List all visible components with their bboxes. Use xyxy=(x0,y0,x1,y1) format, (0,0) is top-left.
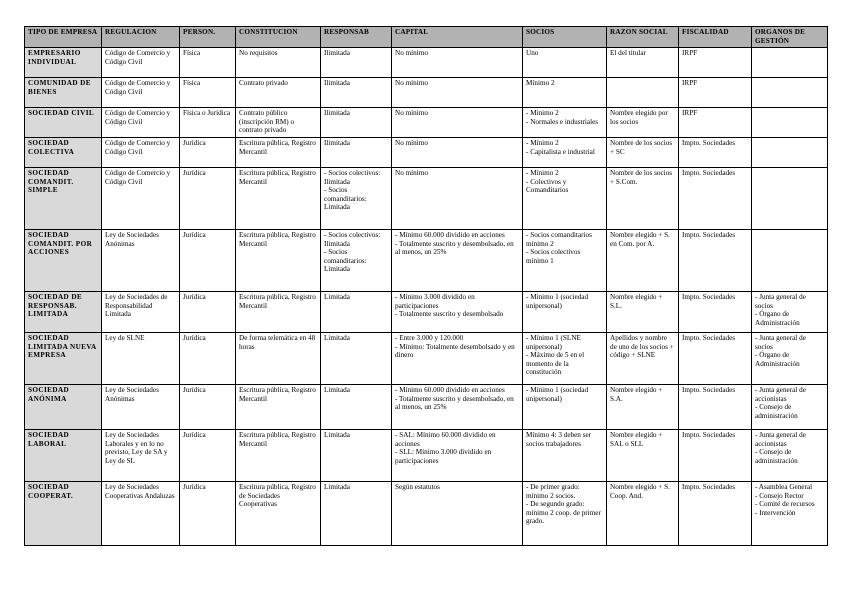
header-responsab: RESPONSAB xyxy=(321,27,392,48)
cell-line: No mínimo xyxy=(395,79,428,87)
cell-line: Limitada xyxy=(324,431,350,439)
cell-tipo xyxy=(25,78,102,108)
cell-line: - Socios colectivos mínimo 1 xyxy=(526,248,581,265)
cell-line: Impto. Sociedades xyxy=(682,334,736,342)
cell-line: - Colectivos y Comanditarios xyxy=(526,177,569,195)
cell-line: Limitada xyxy=(324,483,350,491)
cell-tipo xyxy=(25,168,102,230)
cell-regulacion xyxy=(102,430,180,482)
table-row xyxy=(25,385,828,430)
cell-organos xyxy=(752,333,828,385)
cell-regulacion xyxy=(102,108,180,138)
cell-line: Según estatutos xyxy=(395,483,440,491)
cell-line: Apellidos y nombre de uno de los socios + código + SLNE xyxy=(610,334,674,360)
cell-line: Nombre elegido + SAL o SLL xyxy=(610,431,663,448)
cell-razon xyxy=(607,168,679,230)
table-row xyxy=(25,292,828,333)
cell-line: - Máximo de 5 en el momento de la constitución xyxy=(526,351,585,377)
cell-line: Impto. Sociedades xyxy=(682,293,736,301)
cell-capital xyxy=(392,48,523,78)
cell-organos xyxy=(752,108,828,138)
cell-regulacion xyxy=(102,385,180,430)
cell-line: - Junta general de socios xyxy=(755,293,806,310)
cell-line: Escritura pública, Registro Mercantil xyxy=(239,231,316,248)
cell-line: Escritura pública, Registro Mercantil xyxy=(239,169,316,186)
cell-fiscalidad xyxy=(679,292,752,333)
cell-line: Ley de Sociedades Cooperativas Andaluzas xyxy=(105,483,175,500)
cell-constitucion xyxy=(236,385,321,430)
cell-line: Física o Jurídica xyxy=(183,109,231,117)
table-row xyxy=(25,482,828,546)
cell-razon xyxy=(607,230,679,292)
cell-person xyxy=(180,385,236,430)
cell-line: - Mínimo 1 (sociedad unipersonal) xyxy=(526,293,589,310)
cell-fiscalidad xyxy=(679,48,752,78)
cell-line: Impto. Sociedades xyxy=(682,169,736,177)
cell-razon xyxy=(607,482,679,546)
cell-responsab xyxy=(321,230,392,292)
cell-regulacion xyxy=(102,78,180,108)
cell-person xyxy=(180,48,236,78)
cell-line: Ley de Sociedades Anónimas xyxy=(105,386,159,403)
cell-line: Escritura pública, Registro Mercantil xyxy=(239,139,316,156)
cell-line: Nombre elegido + S.A. xyxy=(610,386,663,403)
cell-line: - Comité de recursos xyxy=(755,500,815,509)
cell-constitucion xyxy=(236,138,321,168)
cell-tipo xyxy=(25,292,102,333)
cell-line: Jurídica xyxy=(183,293,206,301)
cell-line: - Totalmente suscrito y desembolsado xyxy=(395,310,504,319)
table-row xyxy=(25,138,828,168)
cell-line: Física xyxy=(183,49,201,57)
cell-line: - Socios comanditarios mínimo 2 xyxy=(526,231,592,248)
cell-capital xyxy=(392,78,523,108)
cell-line: Ley de Sociedades Laborales y en lo no previsto, Ley de SA y Ley de SL xyxy=(105,431,168,465)
cell-constitucion xyxy=(236,108,321,138)
cell-capital xyxy=(392,482,523,546)
cell-razon xyxy=(607,108,679,138)
cell-line: - Mínimo 1 (sociedad unipersonal) xyxy=(526,386,589,403)
cell-capital xyxy=(392,230,523,292)
table-row xyxy=(25,230,828,292)
cell-line: Nombre elegido por los socios xyxy=(610,109,668,126)
header-razon-social: RAZON SOCIAL xyxy=(607,27,679,48)
cell-tipo xyxy=(25,48,102,78)
cell-capital xyxy=(392,108,523,138)
cell-line: No requisitos xyxy=(239,49,278,57)
cell-responsab xyxy=(321,292,392,333)
header-socios: SOCIOS xyxy=(523,27,607,48)
cell-fiscalidad xyxy=(679,230,752,292)
cell-person xyxy=(180,333,236,385)
cell-tipo xyxy=(25,430,102,482)
cell-line: Ley de Sociedades Anónimas xyxy=(105,231,159,248)
cell-line: - De segundo grado: mínimo 2 coop. de primer grado. xyxy=(526,500,601,526)
cell-line: Impto. Sociedades xyxy=(682,231,736,239)
cell-responsab xyxy=(321,333,392,385)
cell-line: - Normales e industriales xyxy=(526,117,599,126)
cell-line: - Junta general de accionistas xyxy=(755,431,806,448)
cell-socios xyxy=(523,482,607,546)
cell-line: EMPRESARIO INDIVIDUAL xyxy=(28,49,81,66)
cell-capital xyxy=(392,385,523,430)
cell-fiscalidad xyxy=(679,385,752,430)
cell-constitucion xyxy=(236,333,321,385)
cell-line: Limitada xyxy=(324,293,350,301)
cell-line: Nombre de los socios + S.Com. xyxy=(610,169,673,186)
header-row xyxy=(25,27,828,48)
cell-line: - Mínimo 60.000 dividido en acciones xyxy=(395,386,505,394)
cell-line: - Totalmente suscrito y desembolsado, en al menos, un 25% xyxy=(395,394,514,412)
cell-line: SOCIEDAD LIMITADA NUEVA EMPRESA xyxy=(28,334,97,360)
cell-line: Escritura pública, Registro Mercantil xyxy=(239,431,316,448)
cell-line: - Junta general de accionistas xyxy=(755,386,806,403)
cell-line: - Intervención xyxy=(755,508,796,517)
cell-constitucion xyxy=(236,430,321,482)
cell-line: Jurídica xyxy=(183,231,206,239)
cell-line: Código de Comercio y Código Civil xyxy=(105,169,171,186)
cell-socios xyxy=(523,430,607,482)
company-types-table xyxy=(24,26,828,546)
cell-razon xyxy=(607,78,679,108)
cell-razon xyxy=(607,292,679,333)
cell-line: - SLL: Mínimo 3.000 dividido en participaciones xyxy=(395,448,492,465)
cell-line: Impto. Sociedades xyxy=(682,386,736,394)
cell-line: Física xyxy=(183,79,201,87)
cell-capital xyxy=(392,168,523,230)
cell-organos xyxy=(752,482,828,546)
cell-tipo xyxy=(25,385,102,430)
cell-person xyxy=(180,230,236,292)
cell-line: Escritura pública, Registro Mercantil xyxy=(239,293,316,310)
cell-line: - Consejo de administración xyxy=(755,448,798,465)
cell-line: Nombre de los socios + SC xyxy=(610,139,673,156)
cell-responsab xyxy=(321,138,392,168)
cell-line: Uno xyxy=(526,49,539,57)
cell-constitucion xyxy=(236,78,321,108)
table-row xyxy=(25,168,828,230)
cell-line: COMUNIDAD DE BIENES xyxy=(28,79,91,96)
cell-line: - Consejo de administración xyxy=(755,403,798,420)
header-regulacion: REGULACION xyxy=(102,27,180,48)
cell-fiscalidad xyxy=(679,108,752,138)
cell-capital xyxy=(392,138,523,168)
cell-constitucion xyxy=(236,292,321,333)
header-person: PERSON. xyxy=(180,27,236,48)
cell-line: Escritura pública, Registro de Sociedades Cooperativas xyxy=(239,483,316,509)
cell-person xyxy=(180,482,236,546)
cell-person xyxy=(180,138,236,168)
cell-person xyxy=(180,430,236,482)
cell-organos xyxy=(752,168,828,230)
cell-line: IRPF xyxy=(682,109,698,117)
cell-line: - De primer grado: mínimo 2 socios. xyxy=(526,483,580,500)
cell-fiscalidad xyxy=(679,430,752,482)
cell-line: Jurídica xyxy=(183,334,206,342)
cell-regulacion xyxy=(102,138,180,168)
cell-line: - Órgano de Administración xyxy=(755,310,800,327)
cell-regulacion xyxy=(102,48,180,78)
cell-constitucion xyxy=(236,48,321,78)
cell-line: No mínimo xyxy=(395,169,428,177)
cell-constitucion xyxy=(236,230,321,292)
table-row xyxy=(25,78,828,108)
cell-razon xyxy=(607,48,679,78)
cell-tipo xyxy=(25,482,102,546)
cell-socios xyxy=(523,333,607,385)
header-capital: CAPITAL xyxy=(392,27,523,48)
cell-responsab xyxy=(321,48,392,78)
cell-capital xyxy=(392,333,523,385)
cell-line: Ley de Sociedades de Responsabilidad Limitada xyxy=(105,293,168,319)
cell-fiscalidad xyxy=(679,333,752,385)
cell-line: Ilimitada xyxy=(324,109,350,117)
cell-line: Contrato privado xyxy=(239,79,288,87)
cell-razon xyxy=(607,385,679,430)
cell-socios xyxy=(523,385,607,430)
cell-capital xyxy=(392,292,523,333)
cell-line: Nombre elegido + S.L. xyxy=(610,293,663,310)
cell-responsab xyxy=(321,108,392,138)
cell-line: No mínimo xyxy=(395,109,428,117)
cell-line: SOCIEDAD DE RESPONSAB. LIMITADA xyxy=(28,293,83,319)
cell-organos xyxy=(752,385,828,430)
cell-socios xyxy=(523,78,607,108)
cell-regulacion xyxy=(102,168,180,230)
cell-line: SOCIEDAD ANÓNIMA xyxy=(28,386,70,403)
cell-line: - Órgano de Administración xyxy=(755,351,800,368)
cell-person xyxy=(180,78,236,108)
cell-line: IRPF xyxy=(682,49,698,57)
cell-line: Contrato público (inscripción RM) o contrato privado xyxy=(239,109,295,135)
header-organos: ORGANOS DE GESTIÓN xyxy=(752,27,828,48)
cell-socios xyxy=(523,138,607,168)
cell-fiscalidad xyxy=(679,138,752,168)
cell-line: - Socios comanditarios: Limitada xyxy=(324,186,367,212)
cell-organos xyxy=(752,230,828,292)
cell-line: - Mínimo: Totalmente desembolsado y en dinero xyxy=(395,342,515,360)
cell-line: - Entre 3.000 y 120.000 xyxy=(395,334,464,342)
company-types-table-wrapper xyxy=(24,26,828,546)
table-row xyxy=(25,333,828,385)
cell-responsab xyxy=(321,430,392,482)
cell-regulacion xyxy=(102,333,180,385)
cell-line: SOCIEDAD COMANDIT. POR ACCIONES xyxy=(28,231,93,257)
cell-line: Impto. Sociedades xyxy=(682,483,736,491)
cell-line: SOCIEDAD CIVIL xyxy=(28,109,95,117)
cell-tipo xyxy=(25,108,102,138)
cell-line: Código de Comercio y Código Civil xyxy=(105,49,171,66)
cell-line: Ilimitada xyxy=(324,49,350,57)
cell-line: Nombre elegido + S. en Com. por A. xyxy=(610,231,670,248)
cell-tipo xyxy=(25,333,102,385)
cell-socios xyxy=(523,108,607,138)
cell-line: SOCIEDAD COMANDIT. SIMPLE xyxy=(28,169,74,195)
cell-razon xyxy=(607,138,679,168)
cell-line: - Mínimo 1 (SLNE unipersonal) xyxy=(526,334,581,351)
cell-responsab xyxy=(321,168,392,230)
cell-regulacion xyxy=(102,292,180,333)
cell-fiscalidad xyxy=(679,78,752,108)
cell-line: Código de Comercio y Código Civil xyxy=(105,79,171,96)
cell-person xyxy=(180,292,236,333)
cell-socios xyxy=(523,168,607,230)
cell-line: - Socios colectivos: Ilimitada xyxy=(324,169,381,186)
cell-line: - Mínimo 2 xyxy=(526,139,559,147)
cell-line: SOCIEDAD COLECTIVA xyxy=(28,139,75,156)
cell-line: Ilimitada xyxy=(324,139,350,147)
cell-razon xyxy=(607,333,679,385)
cell-line: - SAL: Mínimo 60.000 dividido en acciones xyxy=(395,431,496,448)
cell-line: No mínimo xyxy=(395,139,428,147)
cell-organos xyxy=(752,430,828,482)
cell-socios xyxy=(523,48,607,78)
cell-line: Jurídica xyxy=(183,169,206,177)
cell-line: Mínimo 2 xyxy=(526,79,555,87)
cell-line: Código de Comercio y Código Civil xyxy=(105,139,171,156)
cell-line: El del titular xyxy=(610,49,646,57)
cell-responsab xyxy=(321,385,392,430)
header-fiscalidad: FISCALIDAD xyxy=(679,27,752,48)
cell-line: De forma telemática en 48 horas xyxy=(239,334,316,351)
cell-responsab xyxy=(321,482,392,546)
table-row xyxy=(25,108,828,138)
table-row xyxy=(25,430,828,482)
cell-tipo xyxy=(25,230,102,292)
cell-socios xyxy=(523,292,607,333)
table-body xyxy=(25,48,828,546)
cell-razon xyxy=(607,430,679,482)
cell-fiscalidad xyxy=(679,482,752,546)
cell-line: SOCIEDAD COOPERAT. xyxy=(28,483,74,500)
cell-capital xyxy=(392,430,523,482)
cell-regulacion xyxy=(102,230,180,292)
cell-line: Jurídica xyxy=(183,386,206,394)
cell-tipo xyxy=(25,138,102,168)
cell-person xyxy=(180,108,236,138)
cell-line: Limitada xyxy=(324,334,350,342)
cell-line: - Junta general de socios xyxy=(755,334,806,351)
cell-constitucion xyxy=(236,168,321,230)
cell-line: - Asamblea General xyxy=(755,483,813,491)
cell-organos xyxy=(752,78,828,108)
table-row xyxy=(25,48,828,78)
cell-line: Impto. Sociedades xyxy=(682,139,736,147)
cell-line: Impto. Sociedades xyxy=(682,431,736,439)
cell-line: - Socios comanditarios: Limitada xyxy=(324,248,367,274)
cell-organos xyxy=(752,292,828,333)
cell-line: Mínimo 4: 3 deben ser socios trabajadores xyxy=(526,431,592,448)
cell-responsab xyxy=(321,78,392,108)
cell-regulacion xyxy=(102,482,180,546)
cell-line: SOCIEDAD LABORAL xyxy=(28,431,70,448)
cell-line: Ilimitada xyxy=(324,79,350,87)
cell-line: Jurídica xyxy=(183,139,206,147)
cell-line: - Mínimo 2 xyxy=(526,109,559,117)
header-tipo: TIPO DE EMPRESA xyxy=(25,27,102,48)
cell-line: Jurídica xyxy=(183,483,206,491)
cell-line: - Totalmente suscrito y desembolsado, en al menos, un 25% xyxy=(395,239,514,257)
cell-line: - Consejo Rector xyxy=(755,491,804,500)
cell-line: - Mínimo 2 xyxy=(526,169,559,177)
cell-line: - Mínimo 3.000 dividido en participaciones xyxy=(395,293,475,310)
cell-line: IRPF xyxy=(682,79,698,87)
cell-line: Ley de SLNE xyxy=(105,334,145,342)
cell-line: Escritura pública, Registro Mercantil xyxy=(239,386,316,403)
cell-line: - Mínimo 60.000 dividido en acciones xyxy=(395,231,505,239)
cell-line: Limitada xyxy=(324,386,350,394)
cell-constitucion xyxy=(236,482,321,546)
cell-socios xyxy=(523,230,607,292)
cell-line: Código de Comercio y Código Civil xyxy=(105,109,171,126)
cell-line: No mínimo xyxy=(395,49,428,57)
cell-organos xyxy=(752,48,828,78)
cell-organos xyxy=(752,138,828,168)
cell-person xyxy=(180,168,236,230)
cell-line: Jurídica xyxy=(183,431,206,439)
cell-fiscalidad xyxy=(679,168,752,230)
cell-line: Nombre elegido + S. Coop. And. xyxy=(610,483,670,500)
cell-line: - Capitalista e industrial xyxy=(526,147,595,156)
header-constitucion: CONSTITUCION xyxy=(236,27,321,48)
cell-line: - Socios colectivos: Ilimitada xyxy=(324,231,381,248)
